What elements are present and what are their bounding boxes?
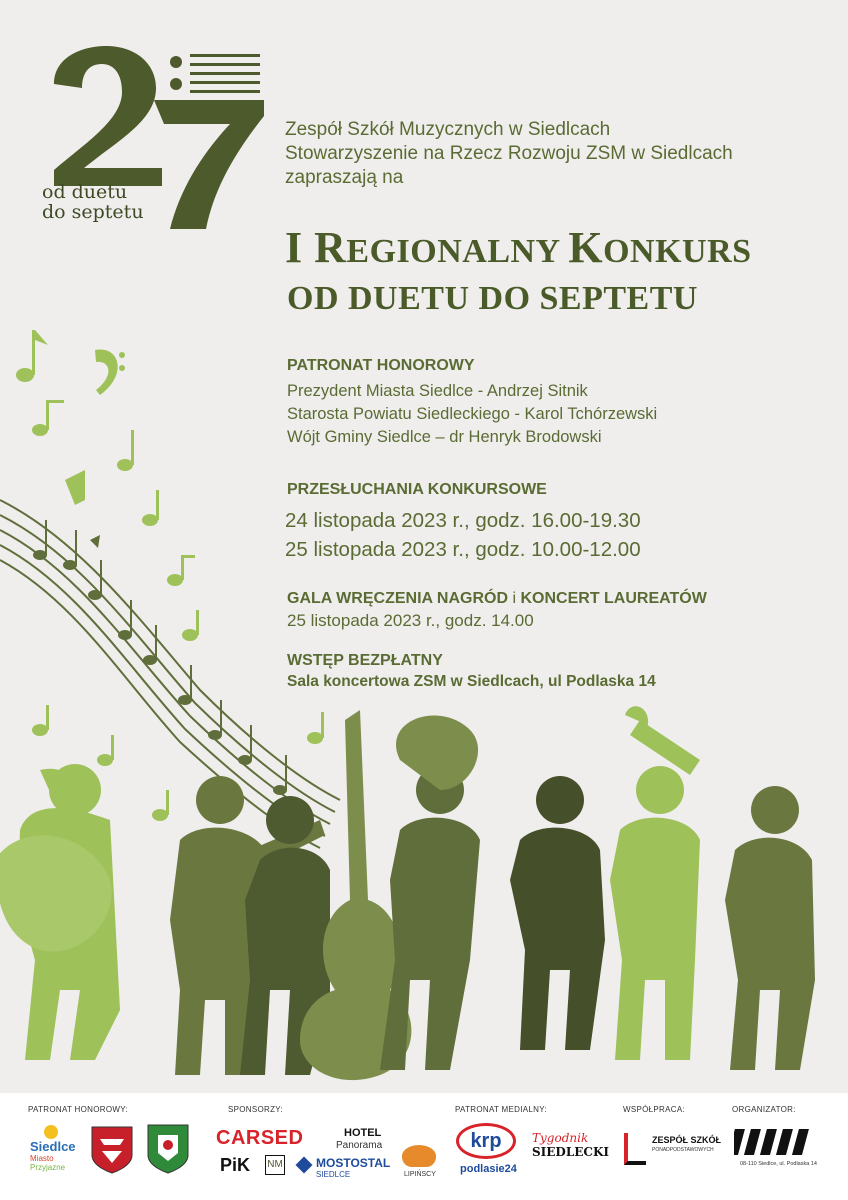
coat-of-arms-county-icon	[146, 1123, 190, 1175]
organizer-line-2: Stowarzyszenie na Rzecz Rozwoju ZSM w Siedlcach	[285, 143, 733, 164]
pik-logo: PiK	[220, 1155, 251, 1175]
gala-heading-i: i	[512, 590, 517, 607]
footer-label-sponsors: SPONSORZY:	[228, 1105, 284, 1114]
panorama-logo-text: Panorama	[336, 1140, 383, 1151]
clarinetist	[725, 786, 815, 1070]
mostostal-sub: SIEDLCE	[316, 1170, 351, 1179]
siedlce-sub2: Przyjazne	[30, 1163, 66, 1172]
siedlce-city-logo	[30, 1125, 82, 1191]
tygodnik-logo-line2: SIEDLECKI	[532, 1145, 610, 1159]
patronat-heading: PATRONAT HONOROWY	[287, 357, 475, 374]
patron-3: Wójt Gminy Siedlce – dr Henryk Brodowski	[287, 428, 602, 446]
tuba-player	[0, 764, 120, 1060]
audition-2: 25 listopada 2023 r., godz. 10.00-12.00	[285, 538, 641, 561]
krp-logo: krp	[456, 1123, 516, 1159]
mostostal-icon	[296, 1157, 313, 1174]
patron-2: Starosta Powiatu Siedleckiego - Karol Tchórzewski	[287, 405, 658, 423]
hotel-logo-text: HOTEL	[344, 1127, 382, 1139]
title-rest2: ONKURS	[603, 233, 752, 270]
lipinscy-tree-icon	[402, 1145, 436, 1167]
footer-label-coop: WSPÓŁPRACA:	[623, 1105, 685, 1114]
footer-label-patronat: PATRONAT HONOROWY:	[28, 1105, 128, 1114]
podlasie24-logo: podlasie24	[460, 1163, 517, 1175]
zespol-logo-line1: ZESPÓŁ SZKÓŁ	[652, 1135, 722, 1145]
sousaphone-player	[380, 716, 480, 1070]
title-r: R	[314, 223, 347, 272]
footer-label-organizer: ORGANIZATOR:	[732, 1105, 796, 1114]
musicians-illustration	[0, 320, 848, 1090]
footer-sponsors	[0, 1093, 848, 1200]
title-k: K	[568, 223, 604, 272]
entry-heading: WSTĘP BEZPŁATNY	[287, 652, 443, 669]
lipinscy-text: LIPIŃSCY	[404, 1171, 436, 1178]
logo-tagline-line1: od duetu	[42, 181, 128, 203]
footer-label-media: PATRONAT MEDIALNY:	[455, 1105, 547, 1114]
patron-1: Prezydent Miasta Siedlce - Andrzej Sitnik	[287, 382, 588, 400]
zespol-logo-line2: PONADPODSTAWOWYCH	[652, 1147, 714, 1153]
title-rest: EGIONALNY	[346, 233, 569, 270]
organizer-line-1: Zespół Szkół Muzycznych w Siedlcach	[285, 119, 611, 140]
venue: Sala koncertowa ZSM w Siedlcach, ul Podlaska 14	[287, 673, 656, 690]
event-title-line1	[285, 222, 752, 273]
coat-of-arms-city-icon	[90, 1125, 134, 1175]
gala-time: 25 listopada 2023 r., godz. 14.00	[287, 611, 534, 630]
logo-tagline	[42, 182, 144, 222]
tygodnik-logo-line1: Tygodnik	[532, 1131, 589, 1145]
logo-tagline-line2: do septetu	[42, 201, 144, 223]
zsm-organizer-logo-icon	[734, 1125, 816, 1157]
trumpet-player	[610, 706, 700, 1060]
organizers	[285, 118, 733, 190]
organizer-line-3: zapraszają na	[285, 167, 404, 188]
nm-logo-icon: NM	[265, 1155, 285, 1175]
organizer-address: 08-110 Siedlce, ul. Podlaska 14	[740, 1161, 817, 1167]
siedlce-text: Siedlce	[30, 1139, 76, 1154]
zespol-szkol-icon	[624, 1133, 646, 1165]
audition-1: 24 listopada 2023 r., godz. 16.00-19.30	[285, 509, 641, 532]
event-title-line2: OD DUETU DO SEPTETU	[287, 280, 698, 317]
gala-heading-b: KONCERT LAUREATÓW	[516, 590, 707, 607]
staff-notes	[33, 520, 287, 795]
auditions-heading: PRZESŁUCHANIA KONKURSOWE	[287, 481, 547, 498]
saxophonist	[510, 776, 605, 1050]
siedlce-sub1: Miasto	[30, 1154, 54, 1163]
title-prefix: I	[285, 223, 315, 272]
mostostal-logo-text: MOSTOSTAL	[316, 1156, 391, 1170]
sun-icon	[44, 1125, 58, 1139]
gala-heading-a: GALA WRĘCZENIA NAGRÓD	[287, 590, 513, 607]
carsed-logo: CARSED	[216, 1127, 304, 1149]
